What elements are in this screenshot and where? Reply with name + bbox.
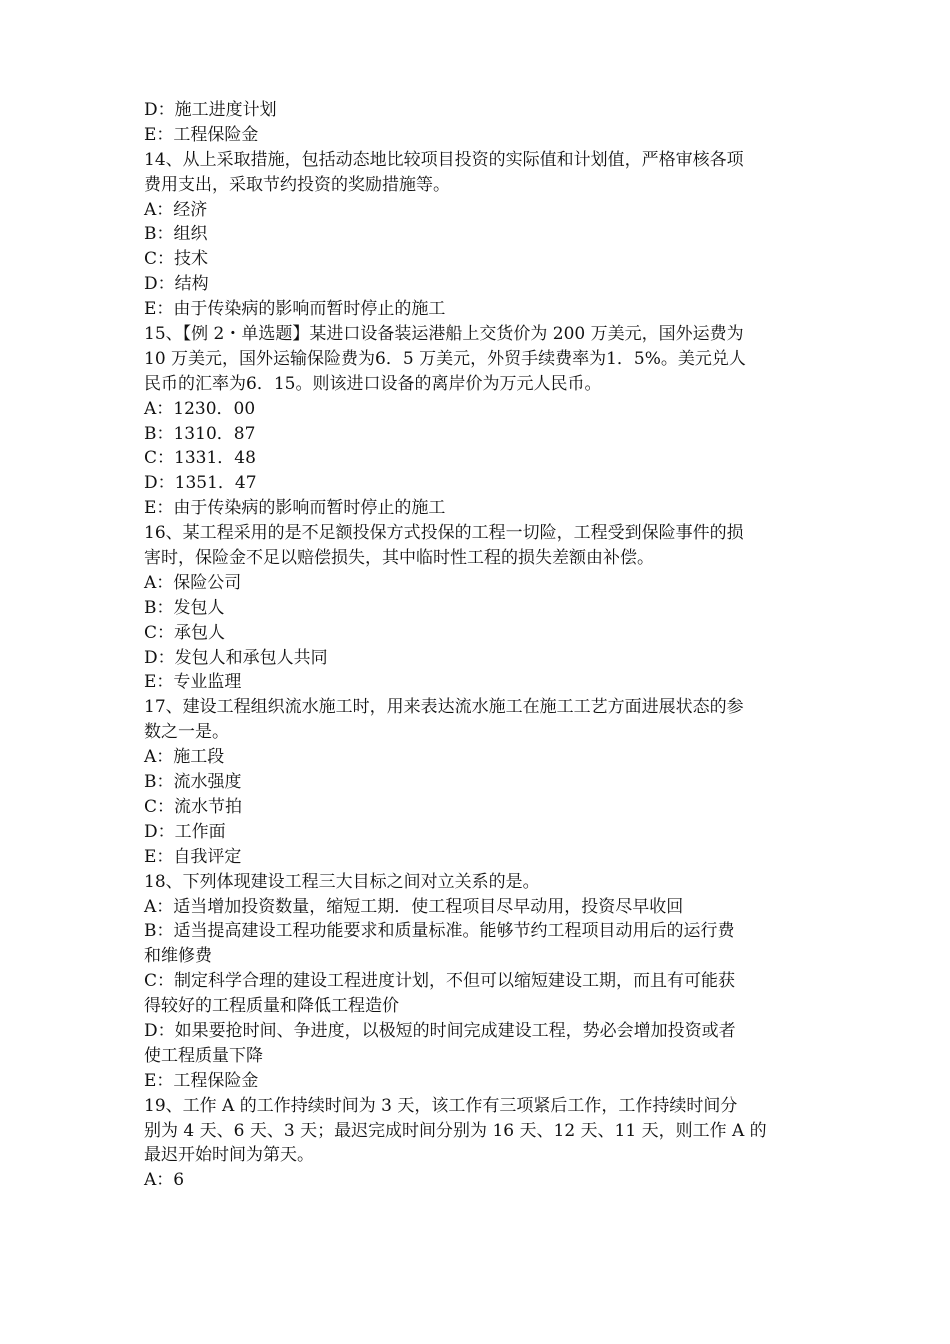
option-a: A：6 — [144, 1170, 185, 1191]
option-d: D：发包人和承包人共同 — [144, 647, 328, 668]
option-c: C：流水节拍 — [144, 796, 243, 817]
option-d: D：如果要抢时间、争进度，以极短的时间完成建设工程，势必会增加投资或者 — [144, 1020, 736, 1041]
option-d: D：1351．47 — [144, 473, 257, 494]
option-a: A：保险公司 — [144, 572, 242, 593]
question-14-text: 14、从上采取措施，包括动态地比较项目投资的实际值和计划值，严格审核各项 — [144, 149, 744, 170]
text-line: 使工程质量下降 — [144, 1045, 263, 1066]
option-d: D：工作面 — [144, 821, 226, 842]
option-b: B：发包人 — [144, 597, 225, 618]
text-line: D：施工进度计划 — [144, 100, 277, 120]
option-b: B：适当提高建设工程功能要求和质量标准。能够节约工程项目动用后的运行费 — [144, 921, 735, 942]
document-page — [144, 98, 810, 1193]
option-c: C：制定科学合理的建设工程进度计划，不但可以缩短建设工期，而且有可能获 — [144, 971, 736, 992]
text-line: 得较好的工程质量和降低工程造价 — [144, 996, 399, 1017]
option-a: A：1230．00 — [144, 398, 256, 419]
text-line: 别为 4 天、6 天、3 天；最迟完成时间分别为 16 天、12 天、11 天，则工作 A 的 — [144, 1120, 767, 1141]
text-line: 和维修费 — [144, 946, 212, 967]
option-e: E：工程保险金 — [144, 1070, 259, 1091]
option-e: E：自我评定 — [144, 846, 242, 867]
question-18-text: 18、下列体现建设工程三大目标之间对立关系的是。 — [144, 871, 540, 892]
option-a: A：施工段 — [144, 747, 225, 768]
text-line: 费用支出，采取节约投资的奖励措施等。 — [144, 174, 450, 195]
question-15-text: 15、【例 2・单选题】某进口设备装运港船上交货价为 200 万美元，国外运费为 — [144, 324, 744, 345]
text-line: 民币的汇率为6．15。则该进口设备的离岸价为万元人民币。 — [144, 373, 602, 394]
option-b: B：1310．87 — [144, 423, 256, 444]
text-line: 10 万美元，国外运输保险费为6．5 万美元，外贸手续费率为1．5%。美元兑人 — [144, 348, 746, 369]
option-c: C：1331．48 — [144, 448, 256, 469]
question-16-text: 16、某工程采用的是不足额投保方式投保的工程一切险，工程受到保险事件的损 — [144, 523, 744, 544]
option-a: A：经济 — [144, 199, 208, 220]
option-e: E：由于传染病的影响而暂时停止的施工 — [144, 498, 446, 519]
text-line: 数之一是。 — [144, 722, 229, 743]
option-c: C：技术 — [144, 249, 209, 270]
option-c: C：承包人 — [144, 622, 226, 643]
question-17-text: 17、建设工程组织流水施工时，用来表达流水施工在施工工艺方面进展状态的参 — [144, 697, 744, 718]
text-line: 害时，保险金不足以赔偿损失，其中临时性工程的损失差额由补偿。 — [144, 548, 654, 569]
text-line: E：工程保险金 — [144, 124, 259, 145]
option-b: B：组织 — [144, 224, 208, 245]
text-line: 最迟开始时间为第天。 — [144, 1145, 314, 1166]
option-e: E：由于传染病的影响而暂时停止的施工 — [144, 299, 446, 320]
option-b: B：流水强度 — [144, 772, 242, 793]
option-d: D：结构 — [144, 274, 209, 295]
option-e: E：专业监理 — [144, 672, 242, 693]
option-a: A：适当增加投资数量，缩短工期．使工程项目尽早动用，投资尽早收回 — [144, 896, 684, 917]
question-19-text: 19、工作 A 的工作持续时间为 3 天，该工作有三项紧后工作，工作持续时间分 — [144, 1095, 738, 1116]
